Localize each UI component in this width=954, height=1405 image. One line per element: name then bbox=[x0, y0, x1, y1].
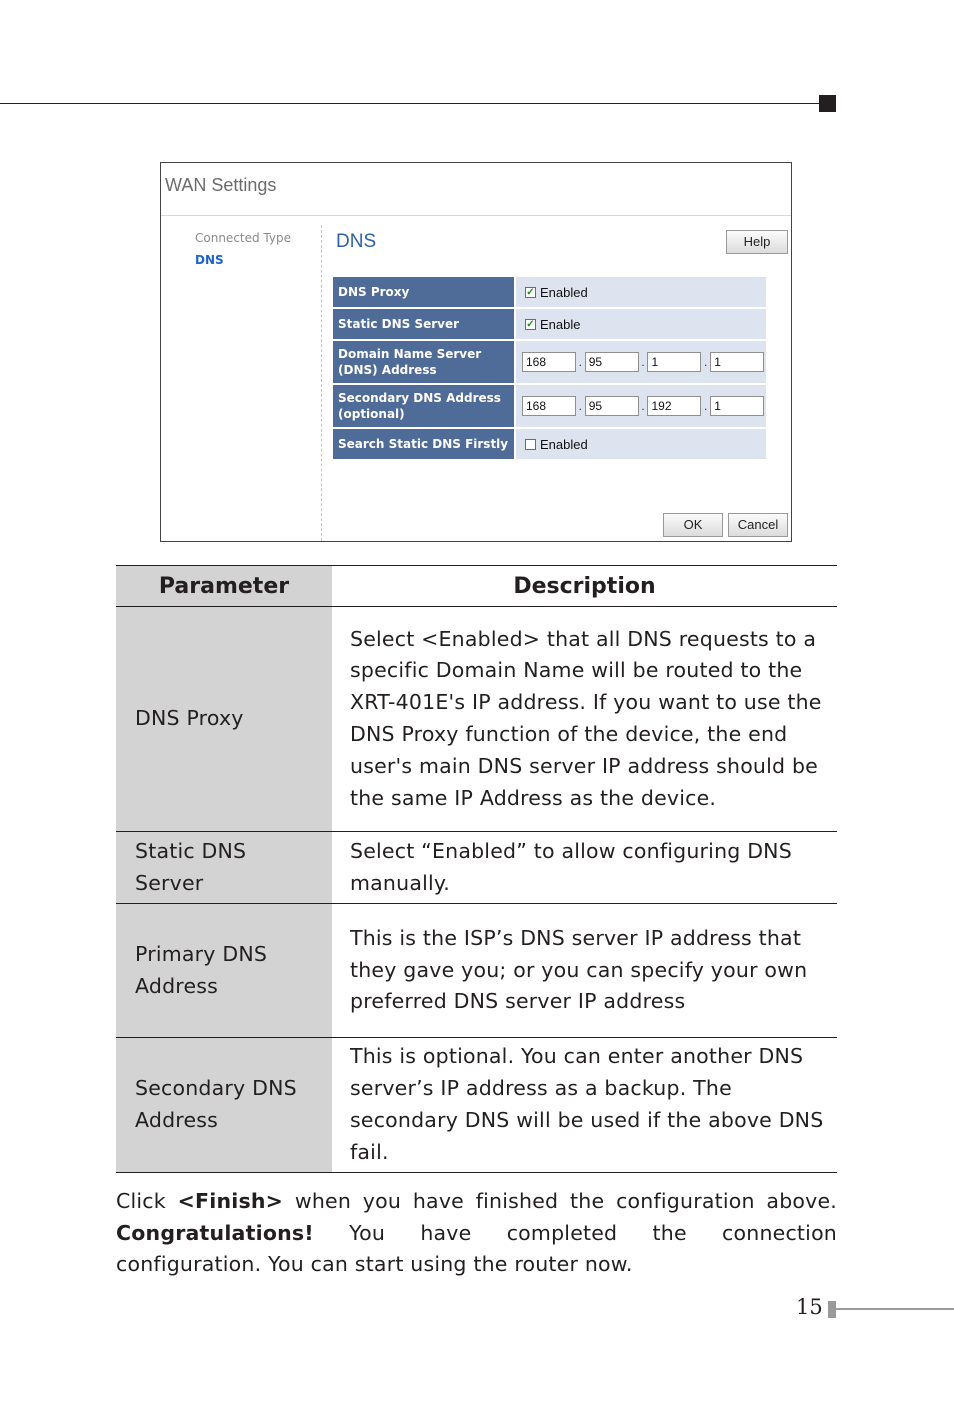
header-square-marker bbox=[819, 95, 836, 112]
section-title: DNS bbox=[336, 231, 377, 252]
header-parameter: Parameter bbox=[116, 566, 332, 607]
row-secondary-dns bbox=[333, 385, 766, 427]
ok-button[interactable]: OK bbox=[663, 513, 723, 537]
dns-proxy-checkbox[interactable]: ✓ bbox=[526, 286, 535, 298]
checkbox-label: Enabled bbox=[540, 284, 588, 300]
row-label: Secondary DNS Address (optional) bbox=[333, 385, 514, 427]
parameter-cell: DNS Proxy bbox=[116, 607, 332, 832]
primary-dns-octet-2[interactable]: 95 bbox=[585, 352, 639, 372]
checkbox-label: Enable bbox=[540, 316, 581, 332]
parameter-cell: Static DNS Server bbox=[116, 832, 332, 904]
parameter-table bbox=[116, 565, 837, 1173]
table-header-row bbox=[116, 566, 837, 607]
row-value: 168 . 95 . 1 . 1 bbox=[516, 341, 766, 383]
parameter-cell: Secondary DNS Address bbox=[116, 1038, 332, 1173]
row-value bbox=[516, 429, 766, 459]
help-button[interactable]: Help bbox=[726, 230, 788, 254]
row-primary-dns bbox=[333, 341, 766, 383]
row-value bbox=[516, 277, 766, 307]
window-title: WAN Settings bbox=[165, 175, 277, 195]
description-cell: This is optional. You can enter another DNS server’s IP address as a backup. The secondary DNS will be used if the above DNS fail. bbox=[332, 1038, 837, 1173]
description-cell: This is the ISP’s DNS server IP address that they gave you; or you can specify your own preferred DNS server IP address bbox=[332, 904, 837, 1038]
table-row bbox=[116, 832, 837, 904]
description-cell: Select “Enabled” to allow configuring DNS manually. bbox=[332, 832, 837, 904]
congratulations-keyword: Congratulations! bbox=[116, 1220, 314, 1245]
description-cell: Select <Enabled> that all DNS requests to a specific Domain Name will be routed to the XRT-401E's IP address. If you want to use the DNS Proxy function of the device, the end user's main DNS server IP address should be the same IP Address as the device. bbox=[332, 607, 837, 832]
footer-rule bbox=[836, 1308, 954, 1310]
secondary-dns-octet-3[interactable]: 192 bbox=[647, 396, 701, 416]
header-rule bbox=[0, 103, 822, 104]
wan-settings-screenshot bbox=[160, 162, 792, 542]
primary-dns-octet-1[interactable]: 168 bbox=[522, 352, 576, 372]
row-value bbox=[516, 309, 766, 339]
secondary-dns-octet-4[interactable]: 1 bbox=[710, 396, 764, 416]
sidebar-item-dns[interactable]: DNS bbox=[195, 253, 224, 267]
footer-marker bbox=[828, 1301, 836, 1318]
row-label: Domain Name Server (DNS) Address bbox=[333, 341, 514, 383]
title-divider bbox=[161, 215, 791, 216]
finish-keyword: <Finish> bbox=[177, 1189, 284, 1213]
search-static-dns-checkbox[interactable] bbox=[525, 439, 536, 450]
secondary-dns-octet-1[interactable]: 168 bbox=[522, 396, 576, 416]
row-dns-proxy bbox=[333, 277, 766, 307]
cancel-button[interactable]: Cancel bbox=[728, 513, 788, 537]
row-label: DNS Proxy bbox=[333, 277, 514, 307]
sidebar-item-connected-type[interactable]: Connected Type bbox=[195, 231, 291, 245]
row-search-static-dns bbox=[333, 429, 766, 459]
page-number: 15 bbox=[796, 1295, 823, 1319]
table-row bbox=[116, 1038, 837, 1173]
table-row bbox=[116, 607, 837, 832]
secondary-dns-octet-2[interactable]: 95 bbox=[585, 396, 639, 416]
closing-paragraph: Click <Finish> when you have finished the configuration above. Congratulations! You have completed the connection configuration. You can start using the router now. bbox=[116, 1189, 838, 1277]
row-static-dns-server bbox=[333, 309, 766, 339]
header-description: Description bbox=[332, 566, 837, 607]
checkbox-label: Enabled bbox=[540, 436, 588, 452]
table-row bbox=[116, 904, 837, 1038]
sidebar-separator bbox=[321, 225, 322, 541]
primary-dns-octet-4[interactable]: 1 bbox=[710, 352, 764, 372]
parameter-cell: Primary DNS Address bbox=[116, 904, 332, 1038]
row-label: Search Static DNS Firstly bbox=[333, 429, 514, 459]
row-label: Static DNS Server bbox=[333, 309, 514, 339]
row-value: 168 . 95 . 192 . 1 bbox=[516, 385, 766, 427]
static-dns-checkbox[interactable]: ✓ bbox=[526, 318, 535, 330]
primary-dns-octet-3[interactable]: 1 bbox=[647, 352, 701, 372]
